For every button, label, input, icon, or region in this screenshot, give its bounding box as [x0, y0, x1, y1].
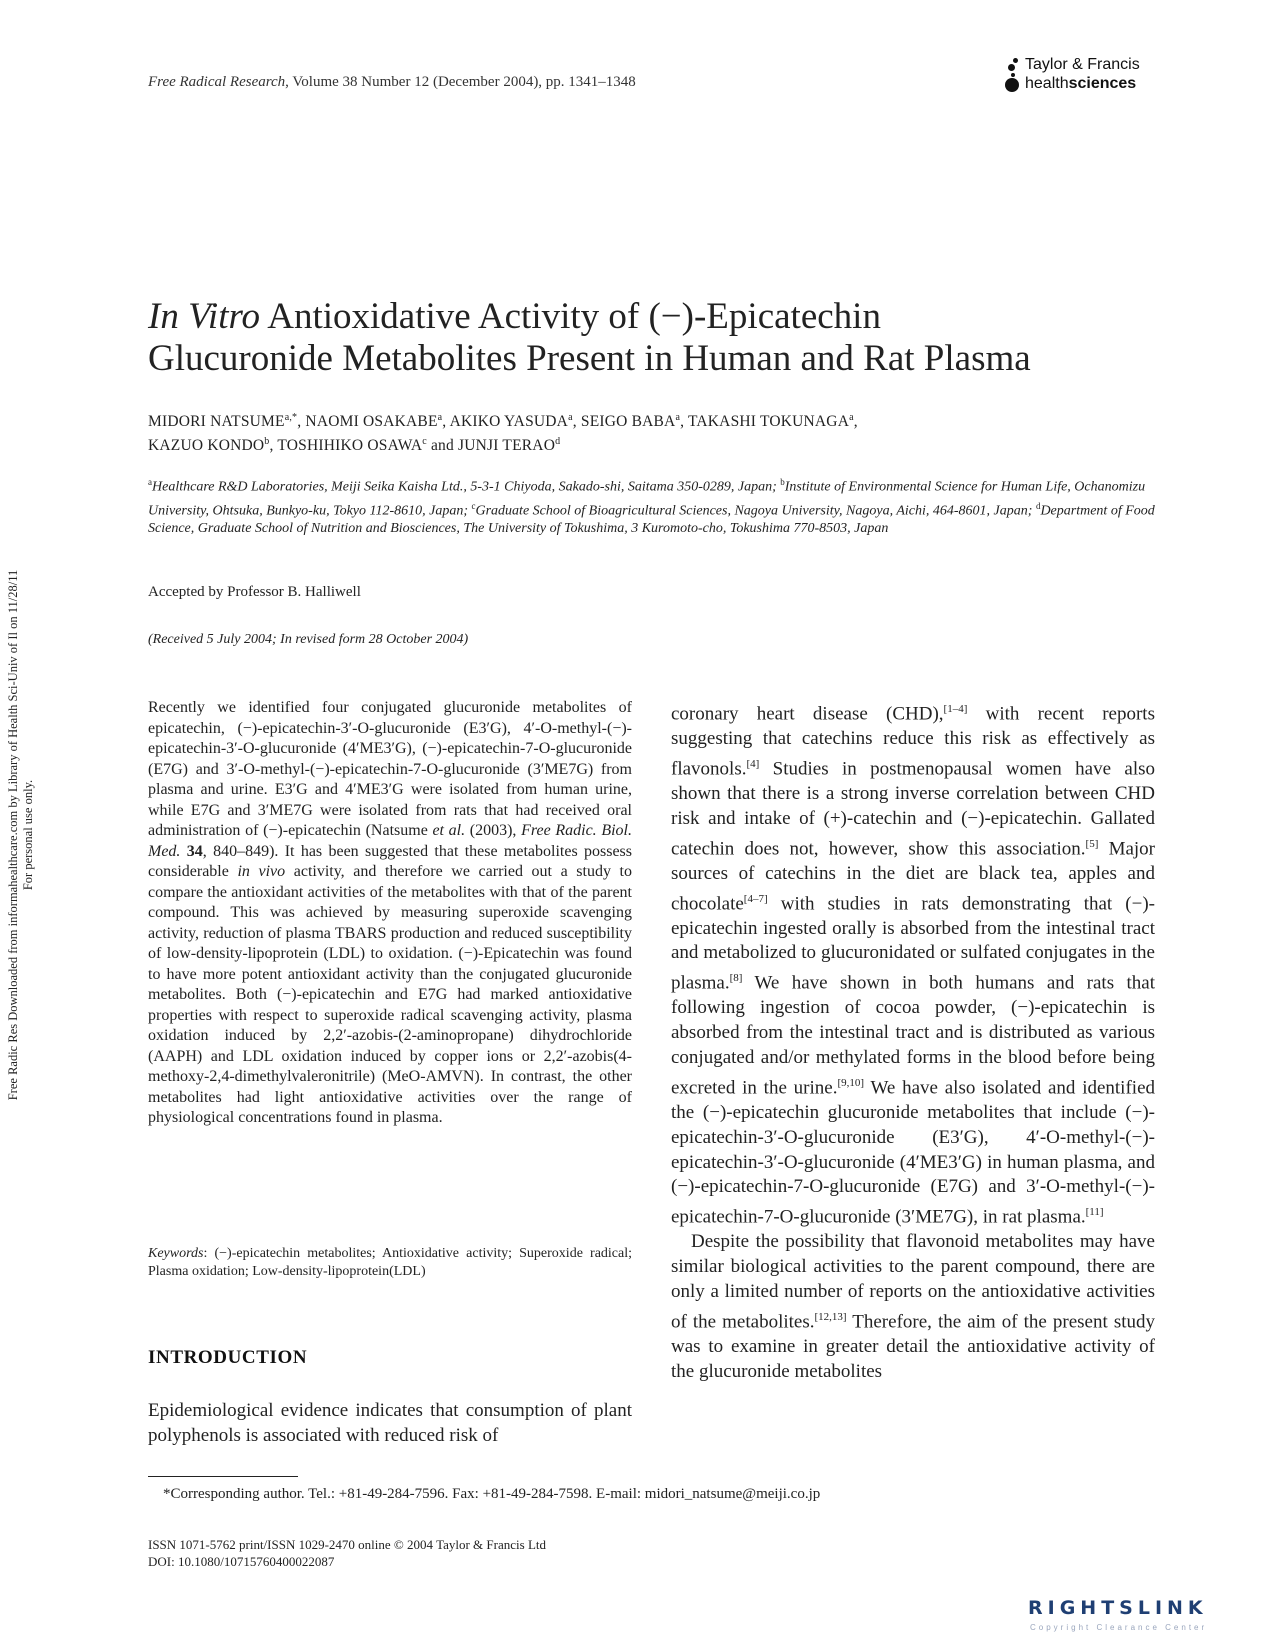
footnote-divider	[148, 1476, 298, 1477]
rightslink-wordmark: RIGHTSLINK	[1028, 1597, 1208, 1619]
author-affiliation-mark: a	[568, 412, 573, 423]
author-name: MIDORI NATSUME	[148, 413, 285, 431]
title-italic: In Vitro	[148, 296, 261, 337]
publisher-division: healthsciences	[1025, 75, 1137, 92]
issn-doi	[148, 1536, 546, 1570]
publisher-name: Taylor & Francis	[1025, 56, 1140, 73]
received-dates: (Received 5 July 2004; In revised form 28 October 2004)	[148, 632, 469, 647]
side-download-note	[0, 470, 35, 1200]
paragraph-1: coronary heart disease (CHD),[1–4] with recent reports suggesting that catechins reduce this risk as effectively as flavonols.[4] Studies in postmenopausal women have also shown that there is a strong inverse correlation between CHD risk and intake of (+)-catechin and (−)-epicatechin. Gallated catechin does not, however, show this association.[5] Major sources of catechins in the diet are black tea, apples and chocolate[4–7] with studies in rats demonstrating that (−)-epicatechin ingested orally is absorbed from the intestinal tract and metabolized to glucuronidated or sulfated conjugates in the plasma.[8] We have shown in both humans and rats that following ingestion of cocoa powder, (−)-epicatechin is absorbed from the intestinal tract and is distributed as various conjugated and/or methylated forms in the blood before being excreted in the urine.[9,10] We have also isolated and identified the (−)-epicatechin glucuronide metabolites that include (−)-epicatechin-3′-O-glucuronide (E3′G), 4′-O-methyl-(−)-epicatechin-3′-O-glucuronide (4′ME3′G) in human plasma, and (−)-epicatechin-7-O-glucuronide (E7G) and 3′-O-methyl-(−)-epicatechin-7-O-glucuronide (3′ME7G), in rat plasma.[11]	[671, 703, 1155, 1228]
publisher-logo	[1005, 56, 1155, 96]
keywords: Keywords: (−)-epicatechin metabolites; Antioxidative activity; Superoxide radical; Plasma oxidation; Low-density-lipoprotein(LDL)	[148, 1246, 632, 1279]
author-list: MIDORI $NATSUME^{a,*}$, NAOMI OSAKABE$^a$, AKIKO YASUDA$^a$, SEIGO BABA$^a$, TAKASHI TOKUNAGA$^a$, KAZUO KONDO$^b$, TOSHIHIKO OSAWA$^c$ and JUNJI TERAO$^d$	[148, 412, 858, 455]
citation-ref: [1–4]	[943, 703, 968, 715]
author-name: TOSHIHIKO OSAWA	[277, 437, 423, 455]
author-name: AKIKO YASUDA	[449, 413, 569, 431]
citation-ref: [12,13]	[814, 1310, 847, 1323]
author-affiliation-mark: c	[422, 436, 427, 448]
side-note-line1: Free Radic Res Downloaded from informahealthcare.com by Library of Health Sci-Univ of Il on 11/28/11	[6, 569, 20, 1101]
citation-ref: [9,10]	[837, 1076, 865, 1089]
issn-line: ISSN 1071-5762 print/ISSN 1029-2470 online © 2004 Taylor & Francis Ltd	[148, 1537, 546, 1552]
citation-ref: [5]	[1085, 837, 1099, 850]
author-affiliation-mark: a	[849, 412, 854, 423]
publisher-dots-icon	[1005, 58, 1021, 94]
author-affiliation-mark: a	[437, 412, 443, 423]
citation-ref: [8]	[729, 972, 743, 985]
author-affiliation-mark: a,*	[284, 412, 298, 423]
keywords-label: Keywords	[148, 1246, 204, 1261]
author-name: TAKASHI TOKUNAGA	[687, 413, 850, 431]
abstract: Recently we identified four conjugated glucuronide metabolites of epicatechin, (−)-epicatechin-3′-O-glucuronide (E3′G), 4′-O-methyl-(−)-epicatechin-3′-O-glucuronide (4′ME3′G), (−)-epicatechin-7-O-glucuronide (E7G) and 3′-O-methyl-(−)-epicatechin-7-O-glucuronide (3′ME7G) from plasma and urine. E3′G and 4′ME3′G were isolated from human urine, while E7G and 3′ME7G were isolated from rats that had received oral administration of (−)-epicatechin (Natsume et al. (2003), Free Radic. Biol. Med. 34, 840–849). It has been suggested that these metabolites possess considerable in vivo activity, and therefore we carried out a study to compare the antioxidant activities of the metabolites with that of the parent compound. This was achieved by measuring superoxide scavenging activity, reduction of plasma TBARS production and reduced susceptibility of low-density-lipoprotein (LDL) to oxidation. (−)-Epicatechin was found to have more potent antioxidant activity than the conjugated glucuronide metabolites. Both (−)-epicatechin and E7G had marked antioxidative properties with respect to superoxide radical scavenging activity, plasma oxidation induced by 2,2′-azobis-(2-aminopropane) dihydrochloride (AAPH) and LDL oxidation induced by copper ions or 2,2′-azobis(4-methoxy-2,4-dimethylvaleronitrile) (MeO-AMVN). In contrast, the other metabolites had light antioxidative activities over the range of physiological concentrations found in plasma.	[148, 699, 633, 1126]
paper-title: In Vitro Antioxidative Activity of (−)-Epicatechin Glucuronide Metabolites Present in Human and Rat Plasma	[148, 296, 1031, 379]
rightslink-subtitle: Copyright Clearance Center	[1030, 1623, 1208, 1632]
author-name: SEIGO BABA	[580, 413, 676, 431]
author-affiliation-mark: d	[555, 436, 561, 448]
corresponding-author-footnote: *Corresponding author. Tel.: +81-49-284-7596. Fax: +81-49-284-7598. E-mail: midori_natsume@meiji.co.jp	[163, 1486, 821, 1502]
journal-citation	[148, 74, 636, 91]
doi-line: DOI: 10.1080/10715760400022087	[148, 1554, 335, 1569]
paragraph-2: Despite the possibility that flavonoid metabolites may have similar biological activities to the parent compound, there are only a limited number of reports on the antioxidative activities of the metabolites.[12,13] Therefore, the aim of the present study was to examine in greater detail the antioxidative activity of the glucuronide metabolites	[671, 1231, 1155, 1382]
affiliations: $^a$Healthcare R&D Laboratories, Meiji Seika Kaisha Ltd., 5-3-1 Chiyoda, Sakado-shi, Saitama 350-0289, Japan; $^b$Institute of Environmental Science for Human Life, Ochanomizu University, Ohtsuka, Bunkyo-ku, Tokyo 112-8610, Japan; $^c$Graduate School of Bioagricultural Sciences, Nagoya University, Nagoya, Aichi, 464-8601, Japan; $^d$Department of Food Science, Graduate School of Nutrition and Biosciences, The University of Tokushima, 3 Kuromoto-cho, Tokushima 770-8503, Japan	[148, 477, 1155, 537]
rightslink-logo[interactable]	[1028, 1597, 1258, 1637]
author-affiliation-mark: a	[675, 412, 681, 423]
journal-details: , Volume 38 Number 12 (December 2004), pp. 1341–1348	[285, 74, 636, 90]
author-name: KAZUO KONDO	[148, 437, 265, 455]
right-column-text	[671, 697, 1155, 1384]
citation-ref: [4–7]	[743, 892, 768, 905]
section-heading-introduction: INTRODUCTION	[148, 1347, 308, 1368]
author-affiliation-mark: b	[264, 436, 270, 448]
citation-ref: [4]	[746, 757, 760, 770]
accepted-by: Accepted by Professor B. Halliwell	[148, 584, 361, 600]
author-name: JUNJI TERAO	[458, 437, 556, 455]
introduction-text: Epidemiological evidence indicates that consumption of plant polyphenols is associated with reduced risk of	[148, 1400, 632, 1446]
author-name: NAOMI OSAKABE	[305, 413, 438, 431]
journal-name: Free Radical Research	[148, 74, 286, 90]
citation-ref: [11]	[1085, 1206, 1104, 1219]
side-note-line2: For personal use only.	[21, 779, 35, 891]
